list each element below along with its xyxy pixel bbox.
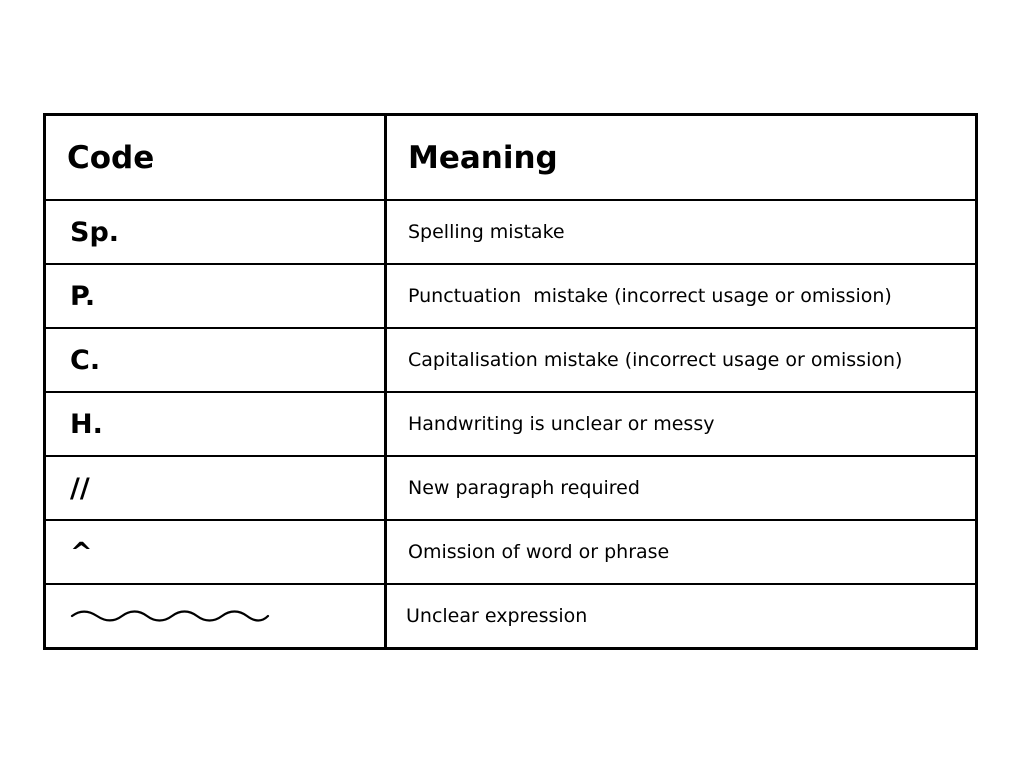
- code-cell: [70, 393, 103, 455]
- code-cell: [70, 201, 119, 263]
- header-meaning-label: Meaning: [408, 139, 558, 176]
- code-label: //: [70, 472, 90, 504]
- table-header-row: [46, 116, 975, 201]
- table-row: [46, 457, 975, 521]
- code-label: C.: [70, 344, 101, 376]
- code-cell: [70, 457, 90, 519]
- table-row: [46, 585, 975, 647]
- header-cell-code: [67, 116, 154, 199]
- table-row: [46, 201, 975, 265]
- meaning-label: Punctuation mistake (incorrect usage or omission): [408, 285, 892, 307]
- table-row: [46, 393, 975, 457]
- code-cell: [70, 521, 93, 583]
- meaning-label: Capitalisation mistake (incorrect usage or omission): [408, 349, 903, 371]
- meaning-cell: [408, 329, 902, 391]
- code-cell: [70, 329, 100, 391]
- column-divider: [384, 116, 387, 647]
- meaning-cell: [408, 457, 640, 519]
- table-row: [46, 265, 975, 329]
- code-cell: [70, 265, 95, 327]
- code-label: P.: [70, 280, 96, 312]
- meaning-cell: [406, 585, 587, 647]
- meaning-label: Spelling mistake: [408, 221, 565, 243]
- marking-codes-table: [43, 113, 978, 650]
- header-code-label: Code: [67, 139, 155, 176]
- meaning-label: Omission of word or phrase: [408, 541, 670, 563]
- meaning-cell: [408, 521, 669, 583]
- code-label: H.: [70, 408, 103, 440]
- code-label: Sp.: [70, 216, 120, 248]
- meaning-label: New paragraph required: [408, 477, 640, 499]
- wavy-underline-icon: [70, 609, 270, 623]
- code-label: ^: [70, 536, 93, 568]
- meaning-cell: [408, 201, 565, 263]
- table-row: [46, 329, 975, 393]
- meaning-label: Unclear expression: [406, 605, 588, 627]
- table-row: [46, 521, 975, 585]
- header-cell-meaning: [408, 116, 558, 199]
- meaning-cell: [408, 265, 892, 327]
- meaning-cell: [408, 393, 714, 455]
- code-cell: [70, 585, 270, 647]
- meaning-label: Handwriting is unclear or messy: [408, 413, 715, 435]
